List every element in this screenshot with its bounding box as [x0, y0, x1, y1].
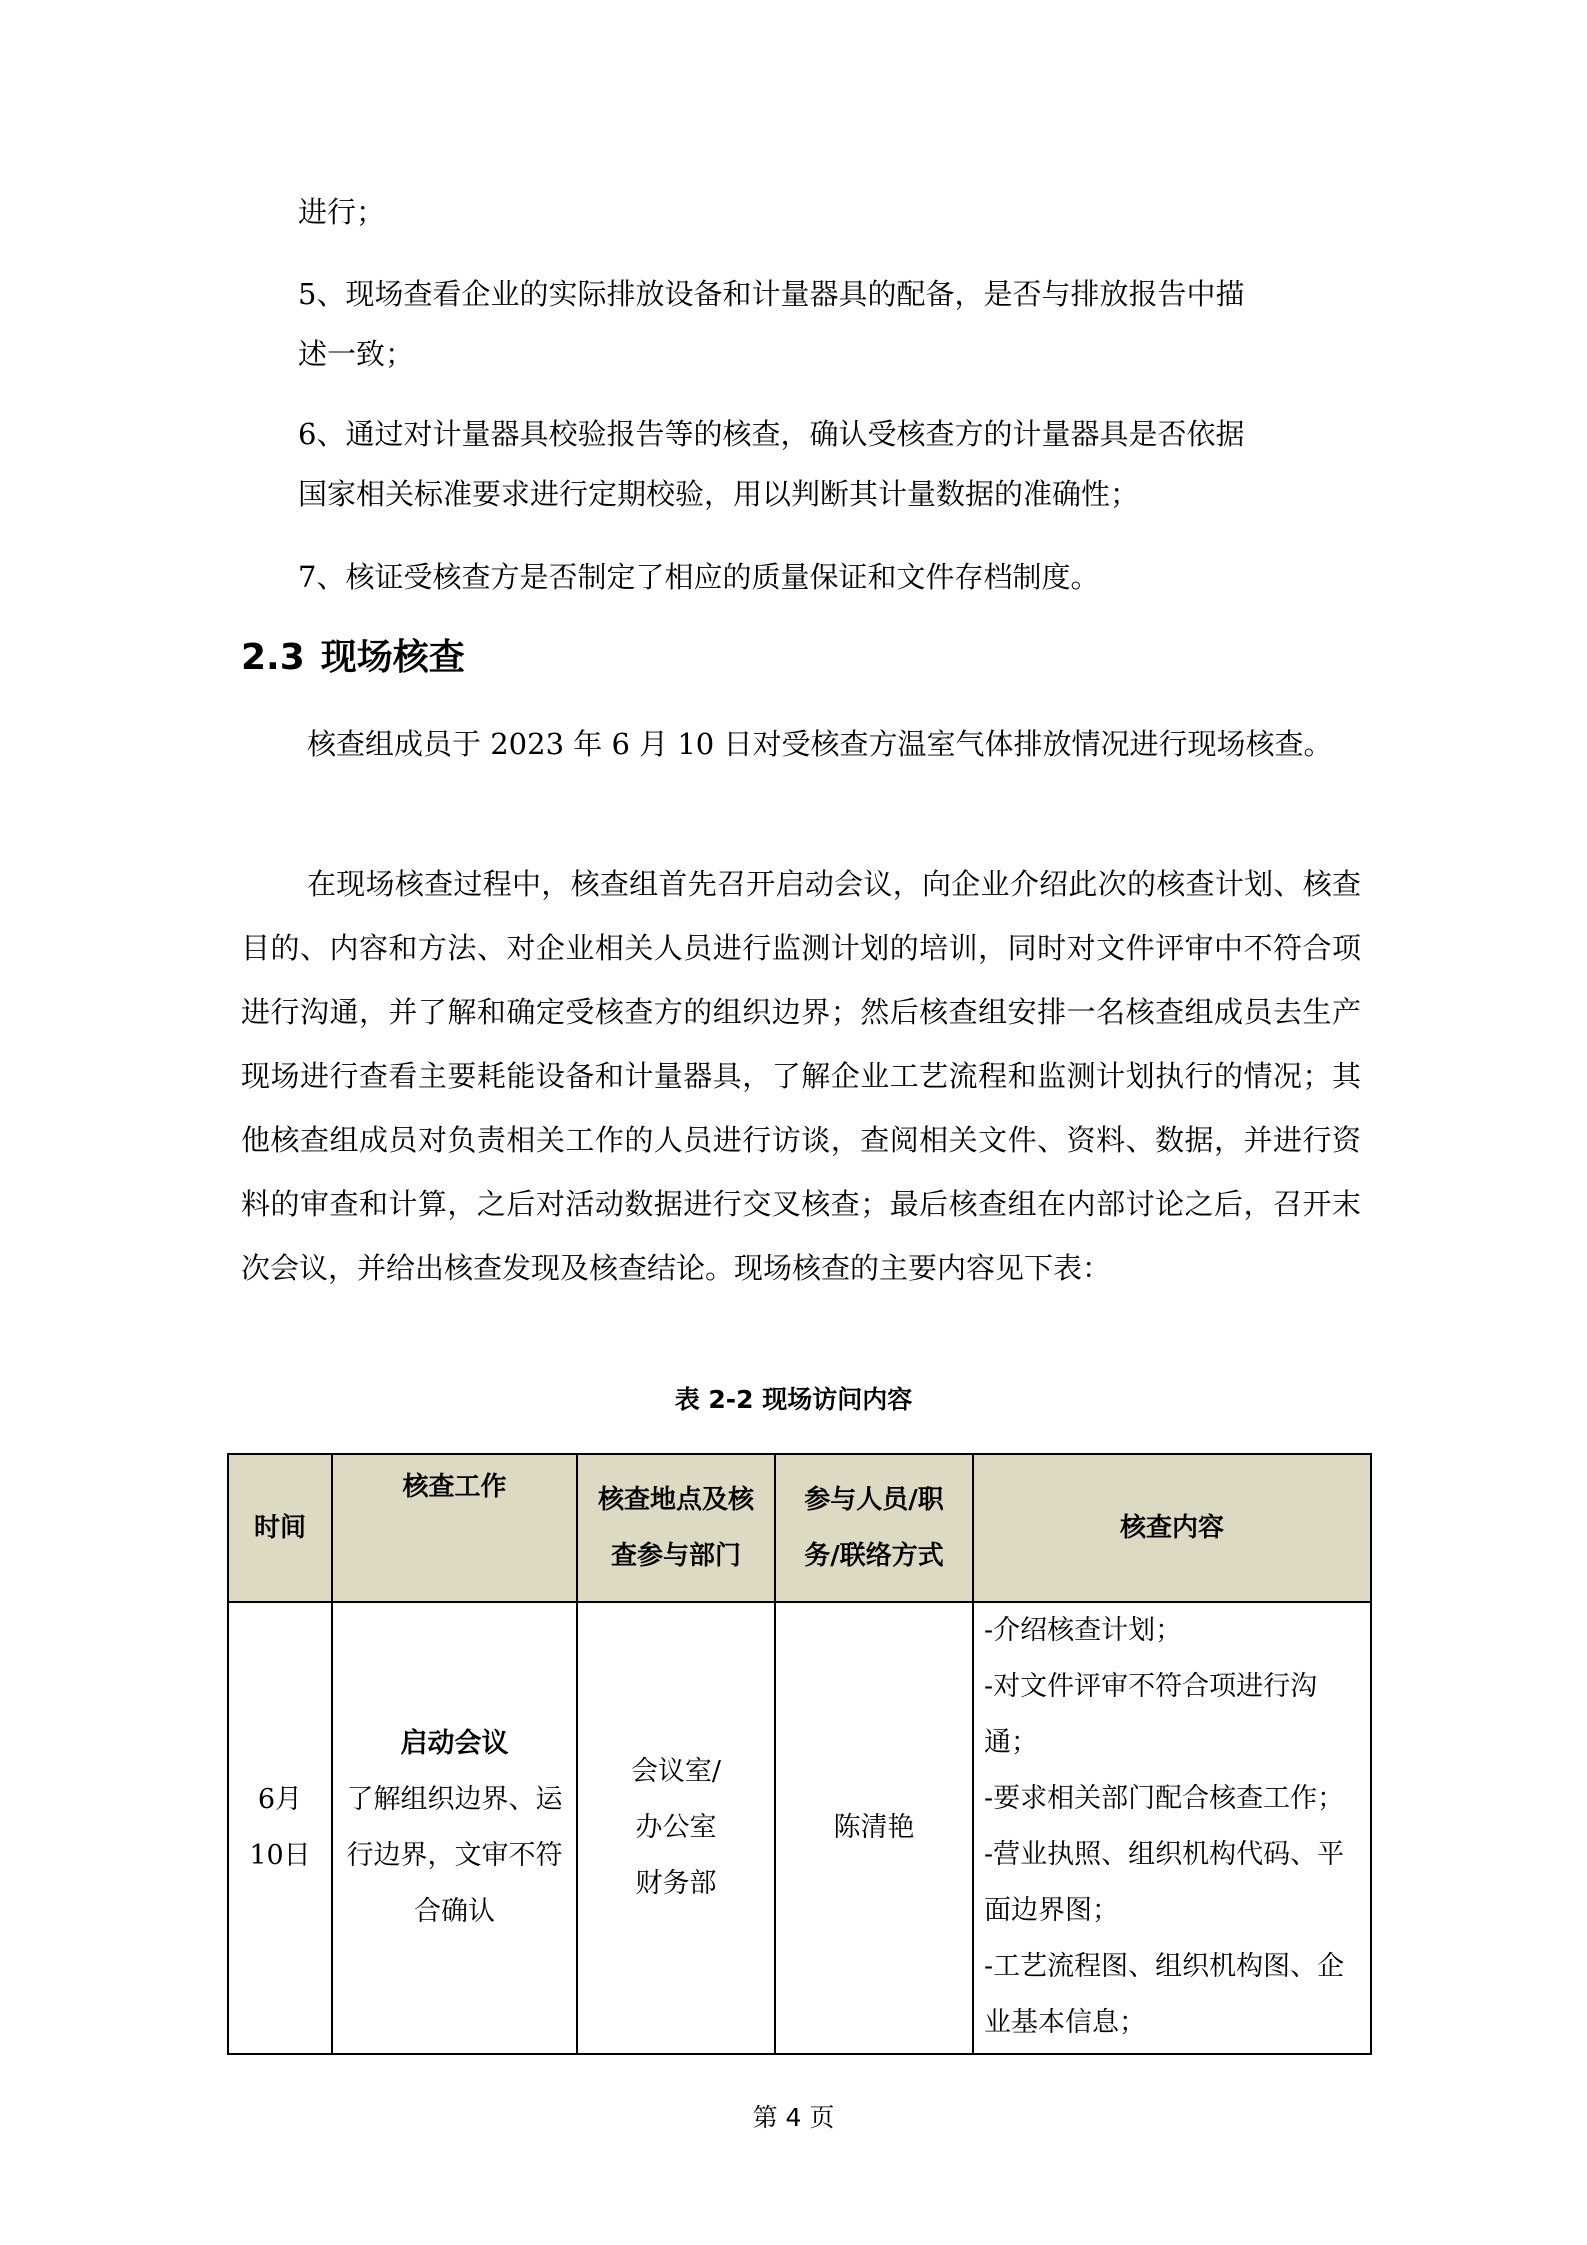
cell-work	[332, 1602, 577, 2054]
table-header-row	[228, 1454, 1371, 1602]
cell-line: 合确认	[414, 1896, 495, 1927]
cell-line: 会议室/	[630, 1756, 722, 1787]
site-visit-table	[227, 1453, 1372, 2055]
table-caption: 表 2-2 现场访问内容	[674, 1385, 913, 1414]
table-row	[228, 1602, 1371, 2054]
cell-line: 财务部	[635, 1868, 717, 1899]
cell-location	[577, 1602, 775, 2054]
list-item-continuation	[298, 180, 1358, 244]
header-work: 核查工作	[332, 1454, 577, 1602]
header-line: 参与人员/职	[804, 1485, 944, 1515]
cell-line: 办公室	[635, 1812, 717, 1843]
page-number: 4	[785, 2103, 802, 2132]
cell-personnel: 陈清艳	[775, 1602, 973, 2054]
header-time: 时间	[228, 1454, 332, 1602]
cell-line: 通；	[984, 1727, 1038, 1758]
list-item-6	[298, 402, 1358, 526]
list-line: 7、核证受核查方是否制定了相应的质量保证和文件存档制度。	[298, 560, 1100, 594]
paragraph-inspection-date: 核查组成员于 2023 年 6 月 10 日对受核查方温室气体排放情况进行现场核查。	[307, 727, 1333, 761]
list-line: 5、现场查看企业的实际排放设备和计量器具的配备，是否与排放报告中描	[298, 277, 1245, 311]
section-title: 现场核查	[320, 637, 465, 678]
cell-content	[973, 1602, 1371, 2054]
cell-line: -要求相关部门配合核查工作；	[984, 1783, 1345, 1814]
cell-line: 面边界图；	[984, 1895, 1119, 1926]
header-line: 查参与部门	[610, 1541, 741, 1571]
header-line: 核查地点及核	[597, 1485, 754, 1515]
section-number: 2.3	[241, 637, 305, 678]
header-line: 务/联络方式	[804, 1541, 944, 1571]
list-item-5	[298, 262, 1358, 386]
paragraph-inspection-process: 在现场核查过程中，核查组首先召开启动会议，向企业介绍此次的核查计划、核查目的、内容和方法、对企业相关人员进行监测计划的培训，同时对文件评审中不符合项进行沟通，并了解和确定受核查方的组织边界；然后核查组安排一名核查组成员去生产现场进行查看主要耗能设备和计量器具，了解企业工艺流程和监测计划执行的情况；其他核查组成员对负责相关工作的人员进行访谈，查阅相关文件、资料、数据，并进行资料的审查和计算，之后对活动数据进行交叉核查；最后核查组在内部讨论之后，召开末次会议，并给出核查发现及核查结论。现场核查的主要内容见下表：	[241, 867, 1361, 1285]
page-footer	[0, 2098, 1587, 2138]
footer-prefix: 第	[752, 2103, 778, 2132]
footer-suffix: 页	[809, 2103, 835, 2132]
list-item-7	[298, 545, 1358, 609]
section-heading	[241, 630, 465, 686]
list-line: 国家相关标准要求进行定期校验，用以判断其计量数据的准确性；	[298, 477, 1140, 511]
list-line: 6、通过对计量器具校验报告等的核查，确认受核查方的计量器具是否依据	[298, 417, 1245, 451]
cell-line: -营业执照、组织机构代码、平	[984, 1839, 1345, 1870]
header-content: 核查内容	[973, 1454, 1371, 1602]
cell-line: -工艺流程图、组织机构图、企	[984, 1951, 1345, 1982]
cell-time	[228, 1602, 332, 2054]
list-line: 进行；	[298, 195, 386, 229]
work-title: 启动会议	[400, 1728, 509, 1759]
cell-line: 6月	[257, 1784, 303, 1815]
list-line: 述一致；	[298, 337, 415, 371]
cell-line: 业基本信息；	[984, 2007, 1146, 2038]
cell-line: 行边界，文审不符	[346, 1840, 563, 1871]
cell-line: 10日	[249, 1840, 311, 1871]
header-personnel	[775, 1454, 973, 1602]
header-location	[577, 1454, 775, 1602]
cell-line: -介绍核查计划；	[984, 1615, 1183, 1646]
cell-line: -对文件评审不符合项进行沟	[984, 1671, 1318, 1702]
cell-line: 了解组织边界、运	[346, 1784, 563, 1815]
